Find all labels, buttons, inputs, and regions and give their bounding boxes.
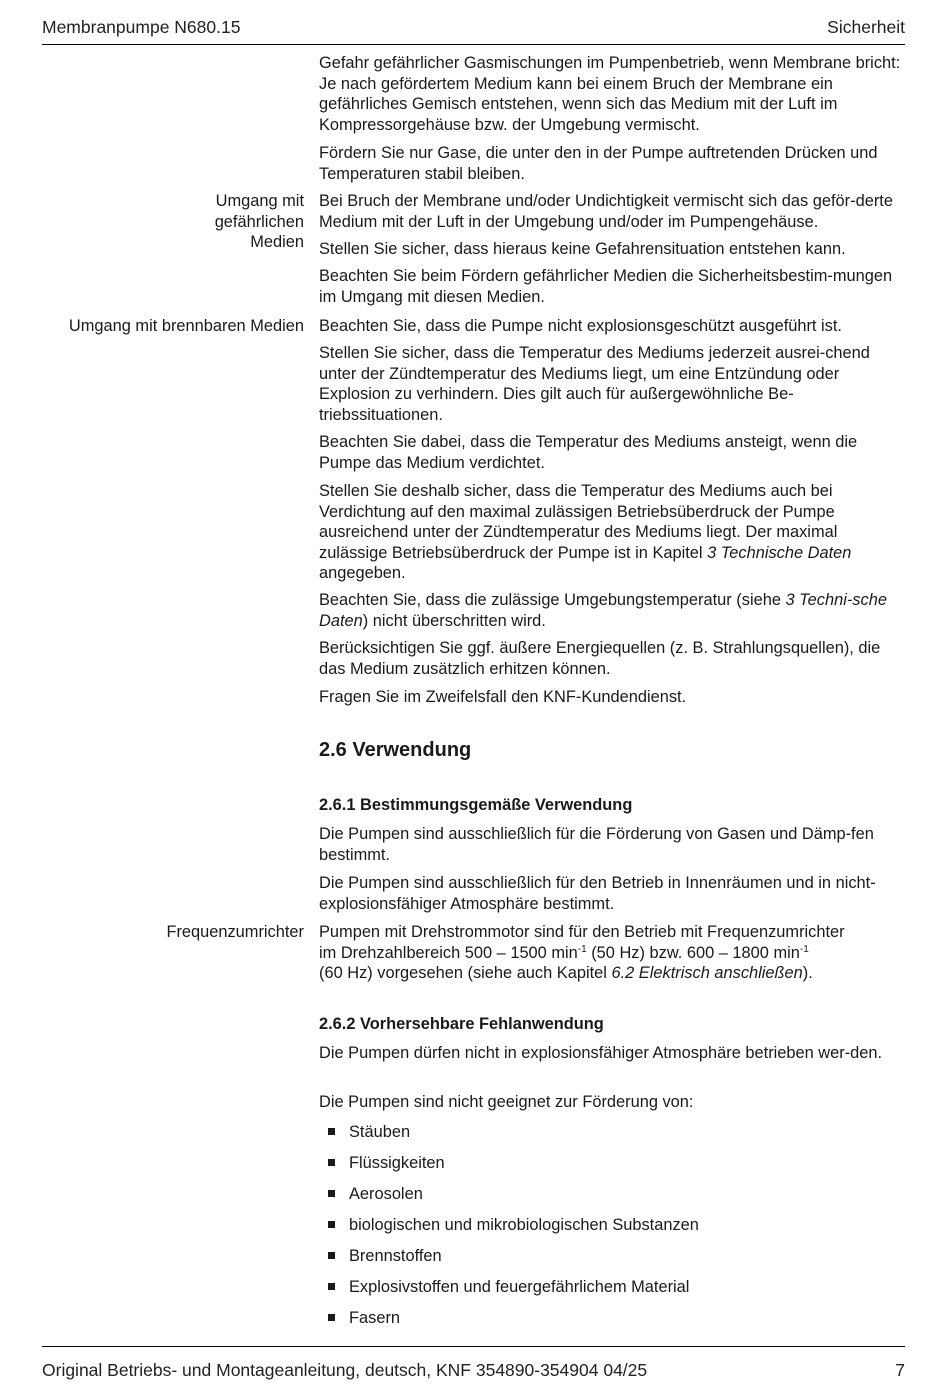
list-item-text: biologischen und mikrobiologischen Substanzen xyxy=(349,1216,699,1234)
text-line xyxy=(319,963,907,984)
text-run: ). xyxy=(802,964,813,982)
paragraph: Fragen Sie im Zweifelsfall den KNF-Kundendienst. xyxy=(319,688,687,706)
list-item-text: Flüssigkeiten xyxy=(349,1154,445,1172)
header-section: Sicherheit xyxy=(827,17,905,37)
side-label-line: Medien xyxy=(250,233,304,251)
list-item-text: Explosivstoffen und feuergefährlichem Material xyxy=(349,1278,690,1296)
section-heading: 2.6 Verwendung xyxy=(319,739,472,761)
bullet-square-icon xyxy=(328,1221,335,1228)
paragraph: Die Pumpen sind nicht geeignet zur Förderung von: xyxy=(319,1093,694,1111)
side-label-frequenzumrichter: Frequenzumrichter xyxy=(166,923,304,941)
paragraph: Berücksichtigen Sie ggf. äußere Energiequellen (z. B. Strahlungsquellen), die das Medium zusätzlich erhitzen können. xyxy=(319,639,881,678)
chapter-reference: 3 Technische Daten xyxy=(707,543,852,562)
paragraph: Die Pumpen dürfen nicht in explosionsfähiger Atmosphäre betrieben wer-den. xyxy=(319,1044,883,1062)
list-item-text: Aerosolen xyxy=(349,1185,423,1203)
paragraph: Beachten Sie dabei, dass die Temperatur des Mediums ansteigt, wenn die Pumpe das Medium verdichtet. xyxy=(319,433,858,472)
text-line xyxy=(319,943,907,964)
text-run: Pumpen mit Drehstrommotor sind für den Betrieb mit Frequenzumrichter xyxy=(319,923,845,941)
bullet-square-icon xyxy=(328,1252,335,1259)
bullet-square-icon xyxy=(328,1128,335,1135)
frequenzumrichter-paragraph xyxy=(319,922,907,984)
superscript: -1 xyxy=(577,943,587,955)
bullet-square-icon xyxy=(328,1283,335,1290)
bullet-square-icon xyxy=(328,1159,335,1166)
text-run: Beachten Sie, dass die zulässige Umgebungstemperatur (siehe xyxy=(319,591,786,609)
side-label-gefaehrliche-medien xyxy=(215,191,304,253)
bullet-square-icon xyxy=(328,1314,335,1321)
subsection-heading: 2.6.1 Bestimmungsgemäße Verwendung xyxy=(319,796,633,814)
paragraph: Bei Bruch der Membrane und/oder Undichtigkeit vermischt sich das geför-derte Medium mit der Luft in der Umgebung und/oder im Pumpengehäuse. xyxy=(319,192,893,231)
text-run: im Drehzahlbereich 500 – 1500 min xyxy=(319,943,578,962)
text-run: (60 Hz) vorgesehen (siehe auch Kapitel xyxy=(319,964,612,982)
text-line xyxy=(319,922,907,943)
paragraph: Gefahr gefährlicher Gasmischungen im Pumpenbetrieb, wenn Membrane bricht: Je nach gefördertem Medium kann bei einem Bruch der Membrane ein gefährliches Gemisch entstehen, wenn sich das Medium mit der Luft im Kompressorgehäuse bzw. der Umgebung vermischt. xyxy=(319,54,901,134)
chapter-reference: 6.2 Elektrisch anschließen xyxy=(611,964,803,982)
paragraph: Beachten Sie, dass die Pumpe nicht explosionsgeschützt ausgeführt ist. xyxy=(319,317,842,335)
subsection-heading: 2.6.2 Vorhersehbare Fehlanwendung xyxy=(319,1015,604,1033)
page-footer xyxy=(42,1346,905,1388)
footer-document-info: Original Betriebs- und Montageanleitung, deutsch, KNF 354890-354904 04/25 xyxy=(42,1360,648,1380)
text-run: (50 Hz) bzw. 600 – 1800 min xyxy=(586,943,800,962)
header-title: Membranpumpe N680.15 xyxy=(42,17,241,37)
bullet-square-icon xyxy=(328,1190,335,1197)
paragraph: Stellen Sie sicher, dass die Temperatur des Mediums jederzeit ausrei-chend unter der Zündtemperatur des Mediums liegt, um eine Entzündung oder Explosion zu verhindern. Dies gilt auch für außergewöhnliche Be-triebssituationen. xyxy=(319,344,870,424)
paragraph: Fördern Sie nur Gase, die unter den in der Pumpe auftretenden Drücken und Temperaturen stabil bleiben. xyxy=(319,144,878,183)
page-header xyxy=(42,0,905,45)
chapter-reference: 3 Techni-sche Daten xyxy=(319,591,887,630)
text-run: angegeben. xyxy=(319,564,406,582)
page-number: 7 xyxy=(895,1360,905,1380)
paragraph: Stellen Sie sicher, dass hieraus keine Gefahrensituation entstehen kann. xyxy=(319,240,846,258)
paragraph: Die Pumpen sind ausschließlich für die Förderung von Gasen und Dämp-fen bestimmt. xyxy=(319,825,874,864)
text-run: Stellen Sie deshalb sicher, dass die Temperatur des Mediums auch bei Verdichtung auf den maximal zulässigen Betriebsüberdruck der Pumpe ausreichend unter der Zündtemperatur des Mediums liegt. Der maximal zulässige Betriebsüberdruck der Pumpe ist in Kapitel xyxy=(319,482,838,562)
paragraph: Beachten Sie beim Fördern gefährlicher Medien die Sicherheitsbestim-mungen im Umgang mit diesen Medien. xyxy=(319,267,893,306)
side-label-brennbare-medien: Umgang mit brennbaren Medien xyxy=(68,317,304,335)
list-item-text: Fasern xyxy=(349,1309,401,1327)
paragraph: Die Pumpen sind ausschließlich für den Betrieb in Innenräumen und in nicht-explosionsfähiger Atmosphäre bestimmt. xyxy=(319,874,876,913)
superscript: -1 xyxy=(799,943,809,955)
paragraph xyxy=(319,590,907,631)
paragraph xyxy=(319,481,907,584)
list-item-text: Stäuben xyxy=(349,1123,411,1141)
text-run: ) nicht überschritten wird. xyxy=(362,611,546,630)
list-item-text: Brennstoffen xyxy=(349,1247,442,1265)
side-label-line: Umgang mit xyxy=(215,192,304,210)
side-label-line: gefährlichen xyxy=(214,212,304,231)
